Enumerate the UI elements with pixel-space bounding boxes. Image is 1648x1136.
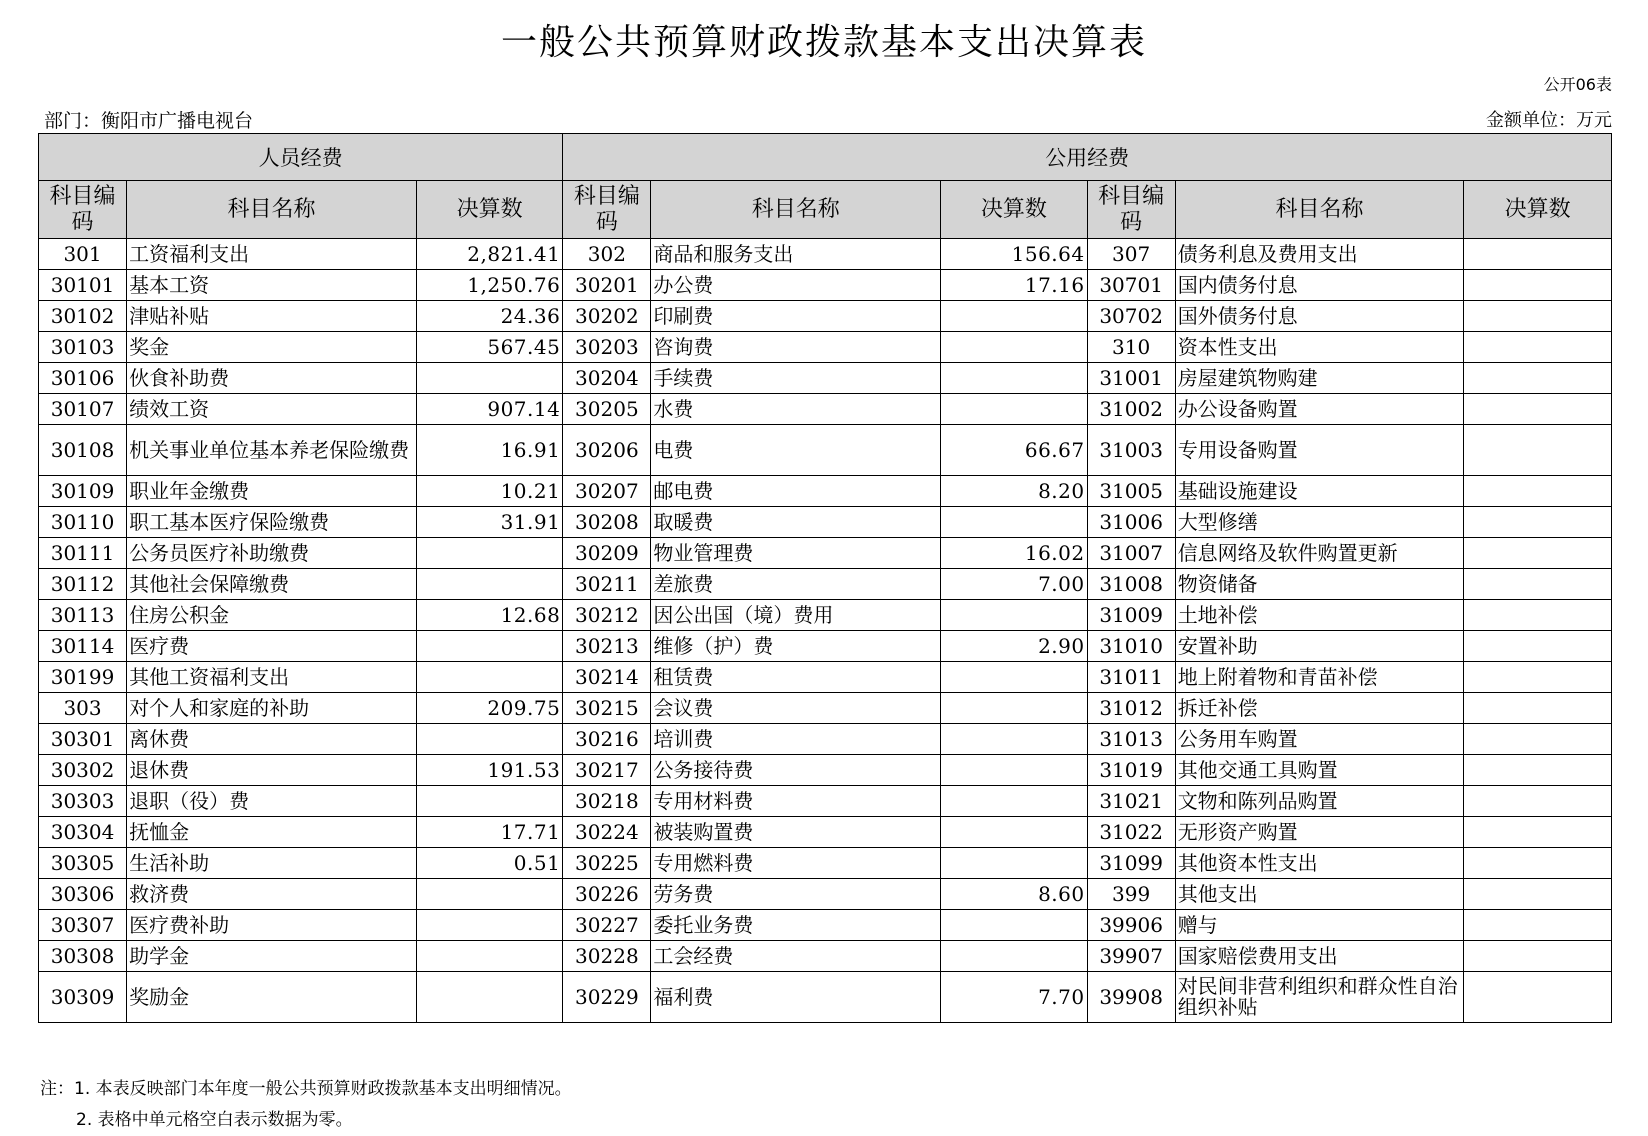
name-cell: 租赁费 xyxy=(651,662,941,693)
amount-cell xyxy=(416,724,563,755)
amount-cell xyxy=(1464,239,1612,270)
col-header-amount: 决算数 xyxy=(941,181,1087,239)
amount-cell: 2,821.41 xyxy=(416,239,563,270)
name-cell: 国外债务付息 xyxy=(1175,301,1464,332)
table-row xyxy=(39,569,1612,600)
amount-cell xyxy=(941,662,1087,693)
name-cell: 奖金 xyxy=(127,332,417,363)
name-cell: 助学金 xyxy=(127,941,417,972)
code-cell: 30224 xyxy=(563,817,651,848)
code-cell: 30305 xyxy=(39,848,127,879)
code-cell: 30225 xyxy=(563,848,651,879)
amount-cell: 16.91 xyxy=(416,425,563,476)
amount-cell xyxy=(941,507,1087,538)
amount-cell xyxy=(941,394,1087,425)
name-cell: 对民间非营利组织和群众性自治组织补贴 xyxy=(1175,972,1464,1023)
amount-cell xyxy=(941,301,1087,332)
code-cell: 30211 xyxy=(563,569,651,600)
code-cell: 30206 xyxy=(563,425,651,476)
name-cell: 职业年金缴费 xyxy=(127,476,417,507)
table-row xyxy=(39,270,1612,301)
name-cell: 土地补偿 xyxy=(1175,600,1464,631)
table-row xyxy=(39,600,1612,631)
table-row xyxy=(39,425,1612,476)
amount-cell xyxy=(941,332,1087,363)
code-cell: 30199 xyxy=(39,662,127,693)
name-cell: 生活补助 xyxy=(127,848,417,879)
name-cell: 电费 xyxy=(651,425,941,476)
code-cell: 31022 xyxy=(1087,817,1175,848)
amount-cell xyxy=(1464,941,1612,972)
amount-cell: 66.67 xyxy=(941,425,1087,476)
code-cell: 30209 xyxy=(563,538,651,569)
code-cell: 30201 xyxy=(563,270,651,301)
name-cell: 公务员医疗补助缴费 xyxy=(127,538,417,569)
amount-cell: 17.16 xyxy=(941,270,1087,301)
expenditure-table xyxy=(38,133,1612,1023)
amount-cell: 16.02 xyxy=(941,538,1087,569)
name-cell: 安置补助 xyxy=(1175,631,1464,662)
amount-cell xyxy=(1464,600,1612,631)
name-cell: 机关事业单位基本养老保险缴费 xyxy=(127,425,417,476)
amount-cell xyxy=(1464,817,1612,848)
name-cell: 赠与 xyxy=(1175,910,1464,941)
code-cell: 31011 xyxy=(1087,662,1175,693)
name-cell: 其他交通工具购置 xyxy=(1175,755,1464,786)
code-cell: 31001 xyxy=(1087,363,1175,394)
name-cell: 专用设备购置 xyxy=(1175,425,1464,476)
name-cell: 物资储备 xyxy=(1175,569,1464,600)
department-label: 部门：衡阳市广播电视台 xyxy=(44,110,254,132)
name-cell: 物业管理费 xyxy=(651,538,941,569)
name-cell: 基础设施建设 xyxy=(1175,476,1464,507)
name-cell: 工会经费 xyxy=(651,941,941,972)
amount-cell xyxy=(1464,693,1612,724)
code-cell: 307 xyxy=(1087,239,1175,270)
name-cell: 奖励金 xyxy=(127,972,417,1023)
amount-cell: 191.53 xyxy=(416,755,563,786)
amount-cell xyxy=(1464,538,1612,569)
name-cell: 拆迁补偿 xyxy=(1175,693,1464,724)
code-cell: 30107 xyxy=(39,394,127,425)
name-cell: 商品和服务支出 xyxy=(651,239,941,270)
name-cell: 国内债务付息 xyxy=(1175,270,1464,301)
table-row xyxy=(39,631,1612,662)
name-cell: 退休费 xyxy=(127,755,417,786)
code-cell: 30101 xyxy=(39,270,127,301)
code-cell: 31099 xyxy=(1087,848,1175,879)
code-cell: 30301 xyxy=(39,724,127,755)
amount-cell xyxy=(1464,332,1612,363)
amount-cell xyxy=(941,817,1087,848)
name-cell: 邮电费 xyxy=(651,476,941,507)
code-cell: 30306 xyxy=(39,879,127,910)
amount-cell xyxy=(1464,363,1612,394)
code-cell: 30309 xyxy=(39,972,127,1023)
footnotes xyxy=(40,1074,572,1136)
code-cell: 30109 xyxy=(39,476,127,507)
name-cell: 维修（护）费 xyxy=(651,631,941,662)
amount-cell xyxy=(416,363,563,394)
table-row xyxy=(39,817,1612,848)
code-cell: 30215 xyxy=(563,693,651,724)
code-cell: 30228 xyxy=(563,941,651,972)
table-row xyxy=(39,941,1612,972)
name-cell: 取暖费 xyxy=(651,507,941,538)
amount-cell xyxy=(416,972,563,1023)
code-cell: 30213 xyxy=(563,631,651,662)
amount-cell: 31.91 xyxy=(416,507,563,538)
code-cell: 30229 xyxy=(563,972,651,1023)
code-cell: 30108 xyxy=(39,425,127,476)
name-cell: 津贴补贴 xyxy=(127,301,417,332)
col-header-name: 科目名称 xyxy=(1175,181,1464,239)
name-cell: 抚恤金 xyxy=(127,817,417,848)
name-cell: 水费 xyxy=(651,394,941,425)
amount-cell xyxy=(416,941,563,972)
code-cell: 301 xyxy=(39,239,127,270)
code-cell: 30110 xyxy=(39,507,127,538)
amount-cell xyxy=(941,693,1087,724)
code-cell: 31010 xyxy=(1087,631,1175,662)
name-cell: 离休费 xyxy=(127,724,417,755)
amount-cell xyxy=(1464,270,1612,301)
code-cell: 30113 xyxy=(39,600,127,631)
name-cell: 资本性支出 xyxy=(1175,332,1464,363)
col-header-code: 科目编码 xyxy=(1087,181,1175,239)
name-cell: 被装购置费 xyxy=(651,817,941,848)
amount-cell: 17.71 xyxy=(416,817,563,848)
name-cell: 住房公积金 xyxy=(127,600,417,631)
code-cell: 30216 xyxy=(563,724,651,755)
name-cell: 会议费 xyxy=(651,693,941,724)
name-cell: 因公出国（境）费用 xyxy=(651,600,941,631)
name-cell: 差旅费 xyxy=(651,569,941,600)
table-row xyxy=(39,332,1612,363)
code-cell: 30208 xyxy=(563,507,651,538)
code-cell: 31009 xyxy=(1087,600,1175,631)
amount-cell xyxy=(941,941,1087,972)
col-header-name: 科目名称 xyxy=(127,181,417,239)
code-cell: 31006 xyxy=(1087,507,1175,538)
amount-cell xyxy=(1464,910,1612,941)
code-cell: 30202 xyxy=(563,301,651,332)
code-cell: 30106 xyxy=(39,363,127,394)
code-cell: 31008 xyxy=(1087,569,1175,600)
code-cell: 30212 xyxy=(563,600,651,631)
col-header-amount: 决算数 xyxy=(1464,181,1612,239)
code-cell: 30307 xyxy=(39,910,127,941)
col-header-code: 科目编码 xyxy=(39,181,127,239)
amount-cell xyxy=(1464,569,1612,600)
footnote-2: 2. 表格中单元格空白表示数据为零。 xyxy=(76,1110,353,1130)
name-cell: 福利费 xyxy=(651,972,941,1023)
name-cell: 大型修缮 xyxy=(1175,507,1464,538)
amount-cell xyxy=(1464,301,1612,332)
col-header-amount: 决算数 xyxy=(416,181,563,239)
amount-cell xyxy=(416,910,563,941)
code-cell: 30204 xyxy=(563,363,651,394)
name-cell: 国家赔偿费用支出 xyxy=(1175,941,1464,972)
name-cell: 其他资本性支出 xyxy=(1175,848,1464,879)
code-cell: 30218 xyxy=(563,786,651,817)
amount-cell: 0.51 xyxy=(416,848,563,879)
amount-cell xyxy=(941,755,1087,786)
amount-cell xyxy=(1464,631,1612,662)
code-cell: 31019 xyxy=(1087,755,1175,786)
name-cell: 房屋建筑物购建 xyxy=(1175,363,1464,394)
name-cell: 公务用车购置 xyxy=(1175,724,1464,755)
amount-cell xyxy=(941,910,1087,941)
name-cell: 委托业务费 xyxy=(651,910,941,941)
amount-unit-label: 金额单位：万元 xyxy=(1486,110,1612,131)
code-cell: 30205 xyxy=(563,394,651,425)
table-row xyxy=(39,879,1612,910)
group-header-public: 公用经费 xyxy=(563,134,1612,181)
name-cell: 救济费 xyxy=(127,879,417,910)
name-cell: 专用材料费 xyxy=(651,786,941,817)
table-row xyxy=(39,394,1612,425)
code-cell: 30103 xyxy=(39,332,127,363)
table-row xyxy=(39,848,1612,879)
name-cell: 办公设备购置 xyxy=(1175,394,1464,425)
code-cell: 30308 xyxy=(39,941,127,972)
table-row xyxy=(39,476,1612,507)
code-cell: 39908 xyxy=(1087,972,1175,1023)
amount-cell xyxy=(416,631,563,662)
amount-cell xyxy=(941,724,1087,755)
code-cell: 39907 xyxy=(1087,941,1175,972)
amount-cell xyxy=(1464,972,1612,1023)
name-cell: 伙食补助费 xyxy=(127,363,417,394)
amount-cell xyxy=(941,786,1087,817)
name-cell: 培训费 xyxy=(651,724,941,755)
table-row xyxy=(39,786,1612,817)
table-row xyxy=(39,538,1612,569)
col-header-name: 科目名称 xyxy=(651,181,941,239)
name-cell: 医疗费 xyxy=(127,631,417,662)
code-cell: 30203 xyxy=(563,332,651,363)
amount-cell xyxy=(416,569,563,600)
code-cell: 30102 xyxy=(39,301,127,332)
code-cell: 30304 xyxy=(39,817,127,848)
amount-cell xyxy=(941,848,1087,879)
name-cell: 其他社会保障缴费 xyxy=(127,569,417,600)
code-cell: 302 xyxy=(563,239,651,270)
amount-cell xyxy=(1464,662,1612,693)
amount-cell xyxy=(1464,848,1612,879)
name-cell: 债务利息及费用支出 xyxy=(1175,239,1464,270)
amount-cell xyxy=(416,538,563,569)
code-cell: 30227 xyxy=(563,910,651,941)
amount-cell: 7.70 xyxy=(941,972,1087,1023)
amount-cell xyxy=(416,662,563,693)
amount-cell xyxy=(1464,507,1612,538)
name-cell: 其他工资福利支出 xyxy=(127,662,417,693)
amount-cell xyxy=(1464,724,1612,755)
amount-cell: 8.20 xyxy=(941,476,1087,507)
code-cell: 30702 xyxy=(1087,301,1175,332)
code-cell: 30302 xyxy=(39,755,127,786)
group-header-personnel: 人员经费 xyxy=(39,134,563,181)
name-cell: 劳务费 xyxy=(651,879,941,910)
name-cell: 办公费 xyxy=(651,270,941,301)
name-cell: 专用燃料费 xyxy=(651,848,941,879)
amount-cell: 10.21 xyxy=(416,476,563,507)
amount-cell xyxy=(941,363,1087,394)
code-cell: 31021 xyxy=(1087,786,1175,817)
code-cell: 30303 xyxy=(39,786,127,817)
amount-cell: 907.14 xyxy=(416,394,563,425)
table-row xyxy=(39,507,1612,538)
code-cell: 30114 xyxy=(39,631,127,662)
amount-cell: 8.60 xyxy=(941,879,1087,910)
name-cell: 退职（役）费 xyxy=(127,786,417,817)
code-cell: 399 xyxy=(1087,879,1175,910)
code-cell: 303 xyxy=(39,693,127,724)
name-cell: 其他支出 xyxy=(1175,879,1464,910)
name-cell: 职工基本医疗保险缴费 xyxy=(127,507,417,538)
amount-cell: 1,250.76 xyxy=(416,270,563,301)
code-cell: 31007 xyxy=(1087,538,1175,569)
footnote-1: 注：1. 本表反映部门本年度一般公共预算财政拨款基本支出明细情况。 xyxy=(40,1079,572,1099)
name-cell: 工资福利支出 xyxy=(127,239,417,270)
form-number: 公开06表 xyxy=(1543,75,1612,94)
code-cell: 31002 xyxy=(1087,394,1175,425)
table-row xyxy=(39,239,1612,270)
amount-cell: 2.90 xyxy=(941,631,1087,662)
name-cell: 信息网络及软件购置更新 xyxy=(1175,538,1464,569)
amount-cell xyxy=(416,786,563,817)
code-cell: 310 xyxy=(1087,332,1175,363)
col-header-code: 科目编码 xyxy=(563,181,651,239)
code-cell: 30226 xyxy=(563,879,651,910)
table-row xyxy=(39,693,1612,724)
amount-cell: 156.64 xyxy=(941,239,1087,270)
amount-cell xyxy=(1464,394,1612,425)
code-cell: 31003 xyxy=(1087,425,1175,476)
name-cell: 公务接待费 xyxy=(651,755,941,786)
amount-cell: 209.75 xyxy=(416,693,563,724)
name-cell: 手续费 xyxy=(651,363,941,394)
code-cell: 30207 xyxy=(563,476,651,507)
name-cell: 无形资产购置 xyxy=(1175,817,1464,848)
table-row xyxy=(39,363,1612,394)
code-cell: 30112 xyxy=(39,569,127,600)
table-row xyxy=(39,301,1612,332)
table-row xyxy=(39,910,1612,941)
name-cell: 对个人和家庭的补助 xyxy=(127,693,417,724)
name-cell: 印刷费 xyxy=(651,301,941,332)
amount-cell xyxy=(1464,476,1612,507)
name-cell: 医疗费补助 xyxy=(127,910,417,941)
table-body xyxy=(39,239,1612,1023)
table-row xyxy=(39,972,1612,1023)
amount-cell: 567.45 xyxy=(416,332,563,363)
name-cell: 绩效工资 xyxy=(127,394,417,425)
amount-cell: 12.68 xyxy=(416,600,563,631)
amount-cell xyxy=(1464,755,1612,786)
amount-cell xyxy=(1464,786,1612,817)
code-cell: 39906 xyxy=(1087,910,1175,941)
name-cell: 文物和陈列品购置 xyxy=(1175,786,1464,817)
code-cell: 31012 xyxy=(1087,693,1175,724)
code-cell: 30111 xyxy=(39,538,127,569)
table-row xyxy=(39,662,1612,693)
table-row xyxy=(39,724,1612,755)
amount-cell: 24.36 xyxy=(416,301,563,332)
code-cell: 31013 xyxy=(1087,724,1175,755)
code-cell: 30217 xyxy=(563,755,651,786)
name-cell: 基本工资 xyxy=(127,270,417,301)
amount-cell xyxy=(416,879,563,910)
code-cell: 31005 xyxy=(1087,476,1175,507)
code-cell: 30214 xyxy=(563,662,651,693)
code-cell: 30701 xyxy=(1087,270,1175,301)
name-cell: 咨询费 xyxy=(651,332,941,363)
name-cell: 地上附着物和青苗补偿 xyxy=(1175,662,1464,693)
amount-cell: 7.00 xyxy=(941,569,1087,600)
amount-cell xyxy=(1464,879,1612,910)
table-row xyxy=(39,755,1612,786)
amount-cell xyxy=(941,600,1087,631)
page-title: 一般公共预算财政拨款基本支出决算表 xyxy=(500,22,1147,63)
amount-cell xyxy=(1464,425,1612,476)
